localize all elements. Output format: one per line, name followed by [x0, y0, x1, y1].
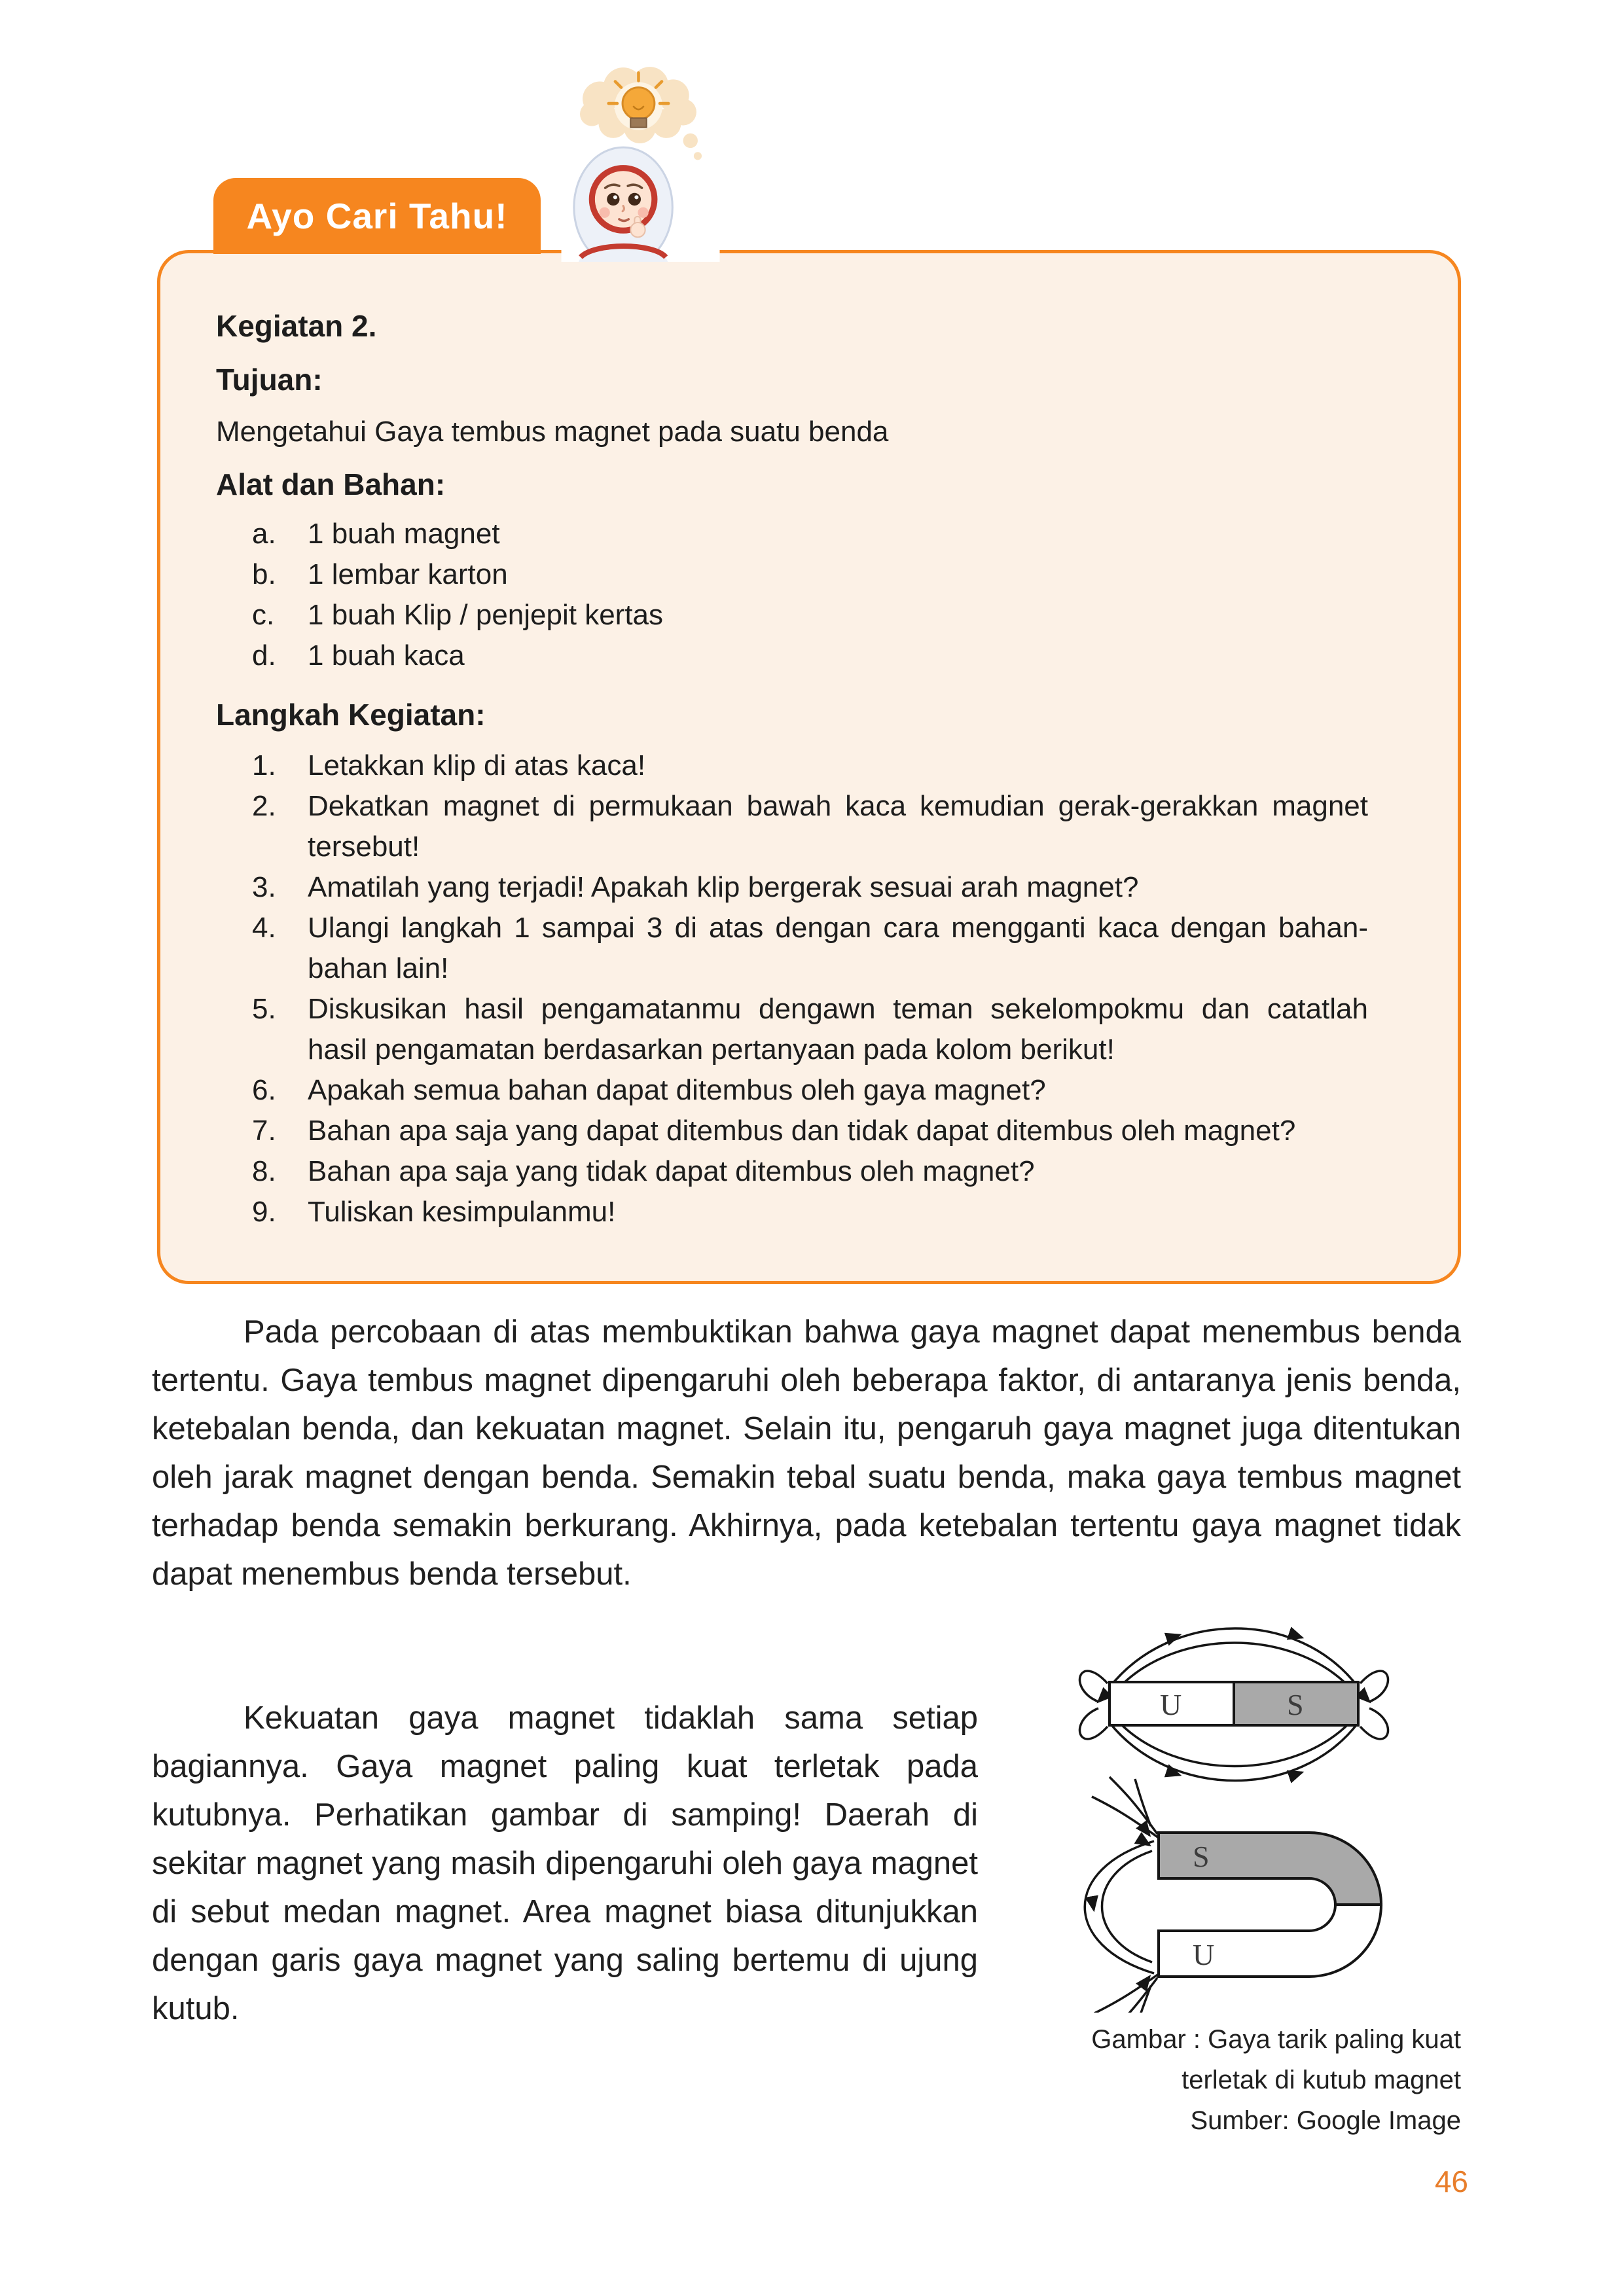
step-item [252, 867, 1402, 908]
step-text: Dekatkan magnet di permukaan bawah kaca kemudian gerak-gerakkan magnet tersebut! [308, 790, 1368, 863]
magnet-field-figure [1047, 1604, 1470, 2013]
step-text: Amatilah yang terjadi! Apakah klip bergerak sesuai arah magnet? [308, 871, 1139, 903]
bar-magnet-right-pole-label: S [1287, 1688, 1304, 1721]
section-badge-label: Ayo Cari Tahu! [246, 196, 508, 236]
steps-list [216, 745, 1402, 1232]
thinking-girl-illustration [553, 62, 727, 262]
material-marker: d. [252, 639, 276, 672]
step-marker: 5. [252, 993, 276, 1025]
thought-bubble-icon [580, 67, 702, 160]
material-item [252, 514, 1402, 554]
material-marker: b. [252, 558, 276, 590]
material-item [252, 554, 1402, 595]
horseshoe-north-arm [1159, 1905, 1381, 1977]
page-number: 46 [1434, 2164, 1468, 2198]
step-text: Letakkan klip di atas kaca! [308, 749, 646, 781]
step-marker: 4. [252, 912, 276, 944]
steps-heading: Langkah Kegiatan: [216, 698, 486, 732]
material-text: 1 buah Klip / penjepit kertas [308, 599, 664, 631]
step-marker: 2. [252, 790, 276, 822]
activity-title: Kegiatan 2. [216, 309, 377, 343]
paragraph-gaya-tembus: Pada percobaan di atas membuktikan bahwa gaya magnet dapat menembus benda tertentu. Gaya tembus magnet dipengaruhi oleh beberapa faktor, di antaranya jenis benda, ketebalan benda, dan kekuatan magnet. Selain itu, pengaruh gaya magnet juga ditentukan oleh jarak magnet dengan benda. Semakin tebal suatu benda, maka gaya tembus magnet terhadap benda semakin berkurang. Akhirnya, pada ketebalan tertentu gaya magnet tidak dapat menembus benda tersebut. [152, 1314, 1461, 1592]
horseshoe-bottom-pole-label: U [1193, 1938, 1215, 1971]
figure-caption-line2: terletak di kutub magnet [1182, 2066, 1461, 2094]
purpose-text: Mengetahui Gaya tembus magnet pada suatu benda [216, 416, 889, 448]
figure-caption-source: Sumber: Google Image [1190, 2106, 1461, 2135]
step-marker: 8. [252, 1155, 276, 1187]
horseshoe-top-pole-label: S [1193, 1840, 1210, 1873]
material-text: 1 buah magnet [308, 518, 500, 550]
purpose-heading: Tujuan: [216, 363, 323, 397]
horseshoe-magnet-diagram [1085, 1777, 1381, 2013]
material-text: 1 buah kaca [308, 639, 465, 672]
paragraph-medan-magnet: Kekuatan gaya magnet tidaklah sama setiap bagiannya. Gaya magnet paling kuat terletak pada kutubnya. Perhatikan gambar di samping! Daerah di sekitar magnet yang masih dipengaruhi oleh gaya magnet di sebut medan magnet. Area magnet biasa ditunjukkan dengan garis gaya magnet yang saling bertemu di ujung kutub. [152, 1700, 978, 2026]
step-text: Bahan apa saja yang dapat ditembus dan tidak dapat ditembus oleh magnet? [308, 1115, 1296, 1147]
step-text: Apakah semua bahan dapat ditembus oleh gaya magnet? [308, 1074, 1046, 1106]
bar-magnet-diagram [1079, 1628, 1388, 1781]
step-text: Diskusikan hasil pengamatanmu dengawn teman sekelompokmu dan catatlah hasil pengamatan berdasarkan pertanyaan pada kolom berikut! [308, 993, 1368, 1066]
step-marker: 7. [252, 1115, 276, 1147]
step-item [252, 1192, 1402, 1232]
step-marker: 1. [252, 749, 276, 781]
materials-list [216, 514, 1402, 676]
step-item [252, 786, 1402, 867]
material-text: 1 lembar karton [308, 558, 508, 590]
step-item [252, 1070, 1402, 1111]
girl-figure [574, 147, 672, 262]
figure-caption [1008, 2019, 1461, 2141]
materials-heading: Alat dan Bahan: [216, 467, 446, 501]
material-marker: c. [252, 599, 275, 631]
step-item [252, 908, 1402, 989]
figure-caption-line1: Gambar : Gaya tarik paling kuat [1091, 2025, 1461, 2054]
activity-box [157, 250, 1461, 1284]
step-marker: 3. [252, 871, 276, 903]
step-item [252, 989, 1402, 1070]
step-text: Bahan apa saja yang tidak dapat ditembus oleh magnet? [308, 1155, 1035, 1187]
material-item [252, 636, 1402, 676]
section-badge [213, 178, 541, 254]
step-text: Ulangi langkah 1 sampai 3 di atas dengan cara mengganti kaca dengan bahan-bahan lain! [308, 912, 1368, 984]
step-item [252, 1151, 1402, 1192]
step-item [252, 745, 1402, 786]
step-text: Tuliskan kesimpulanmu! [308, 1196, 616, 1228]
material-item [252, 595, 1402, 636]
step-marker: 6. [252, 1074, 276, 1106]
bar-magnet-left-pole-label: U [1160, 1688, 1182, 1721]
horseshoe-south-arm [1159, 1833, 1381, 1905]
material-marker: a. [252, 518, 276, 550]
step-item [252, 1111, 1402, 1151]
step-marker: 9. [252, 1196, 276, 1228]
